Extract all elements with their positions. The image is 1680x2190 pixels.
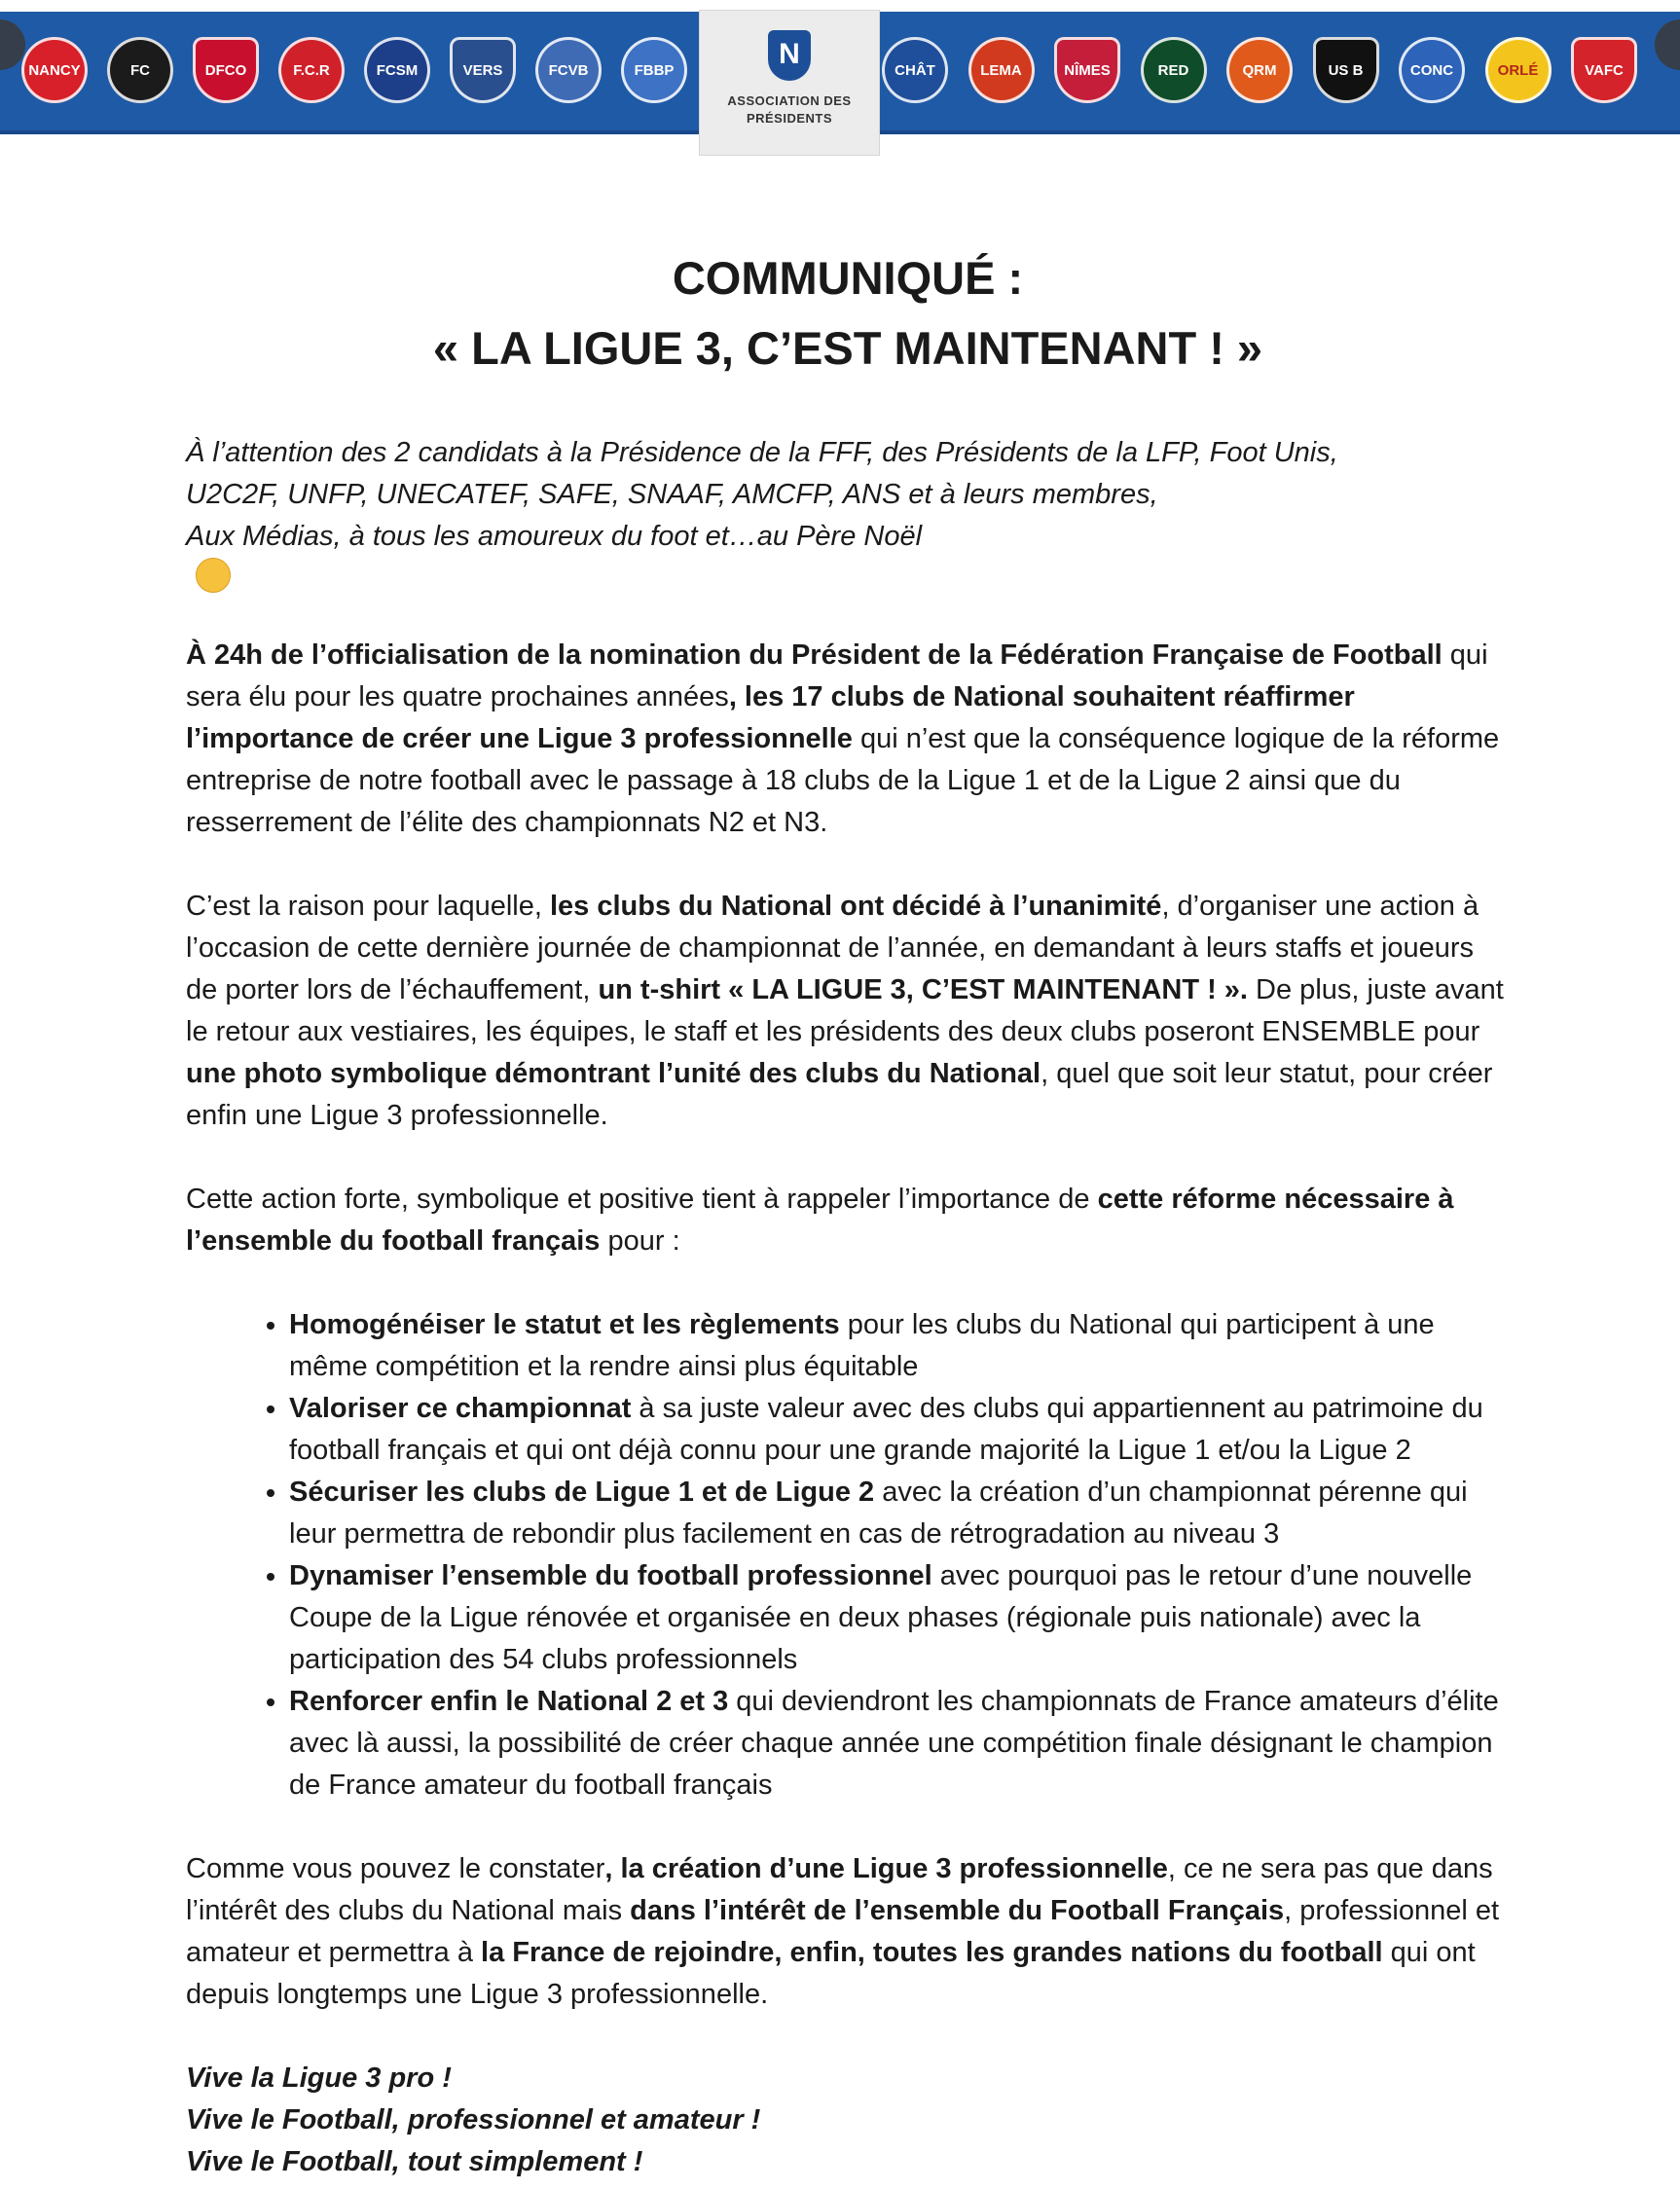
p3-text-2: pour : [600, 1225, 680, 1257]
p4-text-2: , ce ne sera pas que dans l’intérêt des clubs du National mais [186, 1853, 1493, 1926]
objectives-list [186, 1304, 1510, 1807]
intro-line-2: U2C2F, UNFP, UNECATEF, SAFE, SNAAF, AMCFP, ANS et à leurs membres, [186, 479, 1158, 510]
smiling-face-icon [196, 558, 231, 593]
press-release [186, 243, 1510, 2183]
club-logo: F.C.R [278, 37, 345, 103]
list-item-bold: Renforcer enfin le National 2 et 3 [289, 1686, 729, 1717]
list-item [289, 1304, 1510, 1388]
paragraph-2 [186, 886, 1510, 1137]
list-item [289, 1555, 1510, 1681]
list-item-text: pour les clubs du National qui participent à une même compétition et la rendre ainsi plus équitable [289, 1309, 1435, 1382]
list-item-text: à sa juste valeur avec des clubs qui appartiennent au patrimoine du football français et qui ont déjà connu pour une grande majorité la Ligue 1 et/ou la Ligue 2 [289, 1393, 1483, 1466]
list-item-text: avec pourquoi pas le retour d’une nouvelle Coupe de la Ligue rénovée et organisée en deux phases (régionale puis nationale) avec la participation des 54 clubs professionnels [289, 1560, 1473, 1675]
association-label: ASSOCIATION DES PRÉSIDENTS [727, 93, 852, 126]
club-logo: FCSM [364, 37, 430, 103]
p4-bold-2: dans l’intérêt de l’ensemble du Football Français [630, 1895, 1285, 1926]
club-logo: FC [107, 37, 173, 103]
p2-text-2: , d’organiser une action à l’occasion de cette dernière journée de championnat de l’année, en demandant à leurs staffs et joueurs de porter lors de l’échauffement, [186, 891, 1479, 1005]
club-logo: CHÂT [882, 37, 948, 103]
paragraph-1 [186, 635, 1510, 844]
p3-bold-1: cette réforme nécessaire à l’ensemble du football français [186, 1184, 1454, 1257]
club-logo: DFCO [193, 37, 259, 103]
list-item-bold: Valoriser ce championnat [289, 1393, 632, 1424]
club-logo: NÎMES [1054, 37, 1120, 103]
list-item [289, 1388, 1510, 1472]
p4-text-3: , professionnel et amateur et permettra à [186, 1895, 1500, 1968]
club-logos-banner [0, 12, 1680, 134]
association-emblem-icon: N [768, 30, 811, 81]
club-logo: NANCY [21, 37, 88, 103]
list-item [289, 1681, 1510, 1807]
p4-bold-3: la France de rejoindre, enfin, toutes les grandes nations du football [481, 1937, 1383, 1968]
p3-text-1: Cette action forte, symbolique et positive tient à rappeler l’importance de [186, 1184, 1098, 1215]
list-item-text: avec la création d’un championnat pérenne qui leur permettra de rebondir plus facilement en cas de rétrogradation au niveau 3 [289, 1477, 1468, 1550]
p2-bold-1: les clubs du National ont décidé à l’unanimité [549, 891, 1162, 922]
title-line-1: COMMUNIQUÉ : [672, 252, 1024, 304]
club-logo: VERS [450, 37, 516, 103]
club-logo: CONC [1399, 37, 1465, 103]
p1-bold-1: À 24h de l’officialisation de la nomination du Président de la Fédération Française de Football [186, 639, 1443, 671]
paragraph-4 [186, 1848, 1510, 2016]
club-logo: RED [1141, 37, 1207, 103]
club-logo: FBBP [621, 37, 687, 103]
list-item-bold: Homogénéiser le statut et les règlements [289, 1309, 840, 1340]
association-logo [699, 10, 880, 156]
p1-text-2: qui n’est que la conséquence logique de la réforme entreprise de notre football avec le passage à 18 clubs de la Ligue 1 et de la Ligue 2 ainsi que du resserrement de l’élite des championnats N2 et N3. [186, 723, 1500, 838]
p2-text-4: , quel que soit leur statut, pour créer enfin une Ligue 3 professionnelle. [186, 1058, 1493, 1131]
p2-bold-3: une photo symbolique démontrant l’unité des clubs du National [186, 1058, 1041, 1089]
p1-text-1: qui sera élu pour les quatre prochaines années [186, 639, 1488, 712]
list-item [289, 1472, 1510, 1555]
closing-line-2: Vive le Football, professionnel et amateur ! [186, 2104, 761, 2135]
p1-bold-2: , les 17 clubs de National souhaitent réaffirmer l’importance de créer une Ligue 3 professionnelle [186, 681, 1355, 754]
intro-paragraph [186, 432, 1510, 593]
title-line-2: « LA LIGUE 3, C’EST MAINTENANT ! » [432, 322, 1263, 374]
p4-text-4: qui ont depuis longtemps une Ligue 3 professionnelle. [186, 1937, 1476, 2010]
club-logo: ORLÉ [1485, 37, 1552, 103]
p2-bold-2: un t-shirt « LA LIGUE 3, C’EST MAINTENANT ! ». [598, 974, 1248, 1005]
club-logo: LEMA [968, 37, 1035, 103]
club-logo: VAFC [1571, 37, 1637, 103]
closing-line-3: Vive le Football, tout simplement ! [186, 2146, 643, 2177]
paragraph-3 [186, 1179, 1510, 1262]
page-title [147, 243, 1549, 383]
list-item-bold: Dynamiser l’ensemble du football professionnel [289, 1560, 932, 1591]
list-item-bold: Sécuriser les clubs de Ligue 1 et de Ligue 2 [289, 1477, 875, 1508]
closing-lines [186, 2058, 1510, 2183]
intro-line-3: Aux Médias, à tous les amoureux du foot et…au Père Noël [186, 521, 923, 552]
intro-line-3-wrapper [186, 516, 1510, 593]
club-logo: FCVB [535, 37, 602, 103]
p2-text-3: De plus, juste avant le retour aux vestiaires, les équipes, le staff et les présidents des deux clubs poseront ENSEMBLE pour [186, 974, 1504, 1047]
club-logo: QRM [1226, 37, 1293, 103]
club-logo: US B [1313, 37, 1379, 103]
p4-bold-1: , la création d’une Ligue 3 professionnelle [604, 1853, 1168, 1884]
list-item-text: qui deviendront les championnats de France amateurs d’élite avec là aussi, la possibilité de créer chaque année une compétition finale désignant le champion de France amateur du football français [289, 1686, 1499, 1801]
p2-text-1: C’est la raison pour laquelle, [186, 891, 550, 922]
intro-line-1: À l’attention des 2 candidats à la Présidence de la FFF, des Présidents de la LFP, Foot Unis, [186, 437, 1338, 468]
p4-text-1: Comme vous pouvez le constater [186, 1853, 605, 1884]
closing-line-1: Vive la Ligue 3 pro ! [186, 2062, 452, 2094]
